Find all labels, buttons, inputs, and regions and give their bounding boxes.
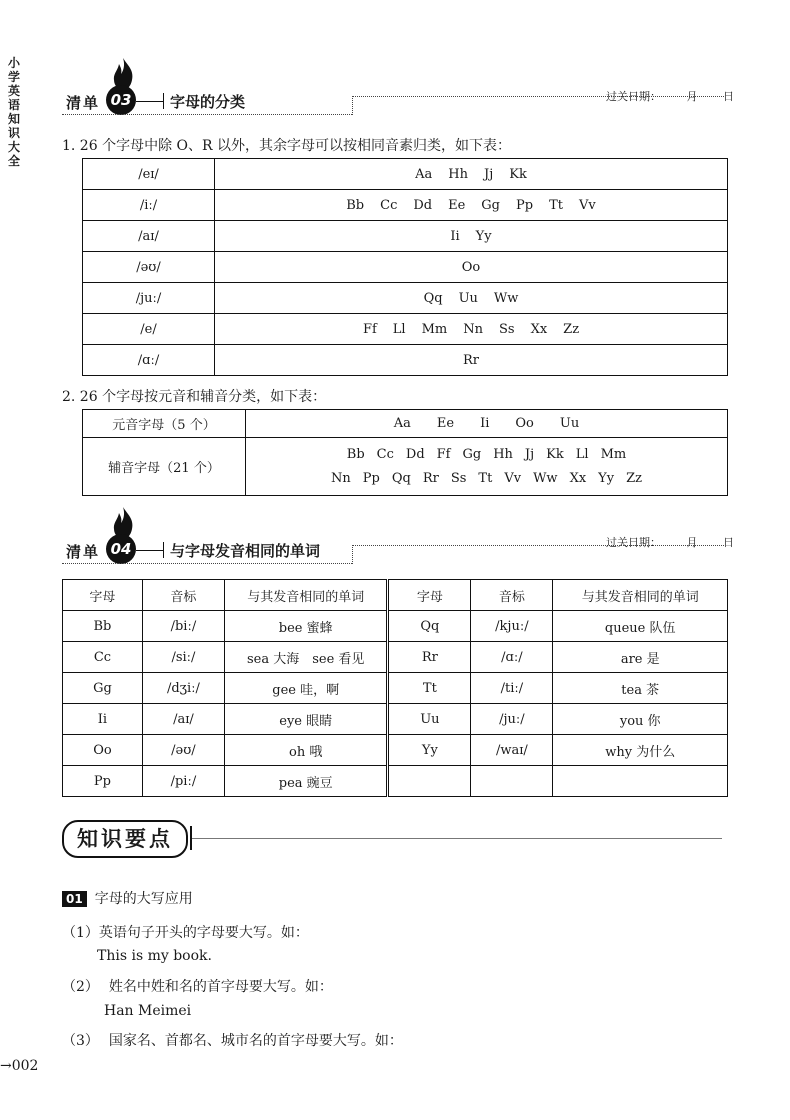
cell-letter: Cc (63, 642, 143, 673)
letter-group (215, 345, 728, 376)
cell-phonetic: /aɪ/ (142, 704, 224, 735)
column-header: 音标 (142, 580, 224, 611)
cell-letter (388, 766, 471, 797)
cell-homophone-word: you 你 (553, 704, 728, 735)
letter: Oo (461, 259, 481, 275)
consonant-letter: Xx (569, 470, 587, 486)
letter: Pp (516, 197, 534, 213)
letter: Uu (458, 290, 478, 306)
cell-phonetic: /kjuː/ (471, 611, 553, 642)
page-number: →002 (0, 1058, 39, 1074)
intro-paragraph-1: 1. 26 个字母中除 O、R 以外，其余字母可以按相同音素归类，如下表： (62, 138, 511, 154)
phonetic-symbol: /e/ (83, 314, 215, 345)
table-row (83, 190, 728, 221)
consonant-letter: Kk (546, 446, 564, 462)
cell-homophone-word: gee 哇，啊 (224, 673, 387, 704)
day-label: 日 (723, 90, 734, 103)
letter: Yy (475, 228, 492, 244)
cell-phonetic: /siː/ (142, 642, 224, 673)
phonetic-symbol: /ɑː/ (83, 345, 215, 376)
pass-date (606, 534, 734, 550)
list-item (62, 976, 333, 996)
letter: Ee (448, 197, 466, 213)
item-text: 国家名、首都名、城市名的首字母要大写。如： (108, 1033, 403, 1049)
letter-group (215, 190, 728, 221)
vowel-label: 元音字母（5 个） (83, 410, 246, 438)
letter: Hh (448, 166, 468, 182)
knowledge-points-header (62, 820, 722, 856)
cell-homophone-word: queue 队伍 (553, 611, 728, 642)
cell-letter: Pp (63, 766, 143, 797)
letter: Mm (421, 321, 448, 337)
vowel-consonant-table (82, 409, 728, 496)
item-label: （3） (62, 1033, 99, 1049)
letter: Gg (481, 197, 501, 213)
cell-letter: Bb (63, 611, 143, 642)
letter-group (215, 283, 728, 314)
cell-letter: Rr (388, 642, 471, 673)
consonant-letter: Yy (598, 470, 615, 486)
table-row (63, 766, 728, 797)
consonant-letter: Vv (504, 470, 522, 486)
section-number-badge: 03 (106, 85, 136, 115)
cell-phonetic: /biː/ (142, 611, 224, 642)
cell-letter: Ii (63, 704, 143, 735)
section-number-badge: 04 (106, 534, 136, 564)
consonant-letter: Nn (331, 470, 351, 486)
letter: Xx (530, 321, 548, 337)
consonant-letter: Ss (450, 470, 467, 486)
vowel-letters (246, 410, 728, 438)
column-header: 与其发音相同的单词 (553, 580, 728, 611)
item-example: This is my book. (97, 948, 212, 964)
item-text: 姓名中姓和名的首字母要大写。如： (108, 979, 333, 995)
table-row (63, 735, 728, 766)
cell-letter: Yy (388, 735, 471, 766)
cell-phonetic: /waɪ/ (471, 735, 553, 766)
phonetic-symbol: /əʊ/ (83, 252, 215, 283)
letter: Ss (498, 321, 515, 337)
consonant-letter: Gg (462, 446, 482, 462)
column-header: 字母 (388, 580, 471, 611)
table-row (83, 159, 728, 190)
vowel-letter: Ee (436, 416, 455, 431)
cell-letter: Qq (388, 611, 471, 642)
letter-group (215, 252, 728, 283)
cell-phonetic: /juː/ (471, 704, 553, 735)
cell-homophone-word: bee 蜜蜂 (224, 611, 387, 642)
section-title: 与字母发音相同的单词 (170, 542, 321, 560)
letter: Dd (413, 197, 433, 213)
cell-letter: Uu (388, 704, 471, 735)
knowledge-points-title: 知识要点 (62, 820, 188, 858)
vowel-letter: Aa (393, 416, 411, 431)
phonetic-symbol: /aɪ/ (83, 221, 215, 252)
phonetic-symbol: /iː/ (83, 190, 215, 221)
consonant-letters (246, 438, 728, 496)
letter: Vv (579, 197, 596, 213)
cell-homophone-word: tea 茶 (553, 673, 728, 704)
section-label: 清单 (66, 94, 101, 112)
month-label: 月 (686, 90, 698, 103)
consonant-letter: Hh (493, 446, 513, 462)
phonetic-symbol: /eɪ/ (83, 159, 215, 190)
consonant-letter: Ww (533, 470, 558, 486)
table-row (83, 252, 728, 283)
cell-phonetic: /tiː/ (471, 673, 553, 704)
letter: Ll (392, 321, 406, 337)
consonant-letter: Rr (422, 470, 439, 486)
phonetic-symbol: /juː/ (83, 283, 215, 314)
letter: Kk (509, 166, 527, 182)
cell-homophone-word: why 为什么 (553, 735, 728, 766)
letter: Qq (423, 290, 443, 306)
point-number: 01 (62, 891, 87, 907)
table-row (63, 642, 728, 673)
table-row (63, 611, 728, 642)
letter: Jj (484, 166, 494, 182)
cell-phonetic: /ɑː/ (471, 642, 553, 673)
consonant-letter: Pp (362, 470, 380, 486)
consonant-letter: Cc (376, 446, 394, 462)
table-row (83, 283, 728, 314)
consonant-letter: Zz (626, 470, 642, 486)
item-example: Han Meimei (104, 1003, 192, 1019)
item-label: （1） (62, 925, 99, 941)
consonant-letter: Bb (346, 446, 365, 462)
consonant-letter: Dd (405, 446, 425, 462)
item-label: （2） (62, 979, 99, 995)
intro-paragraph-2: 2. 26 个字母按元音和辅音分类，如下表： (62, 389, 327, 405)
section-title: 字母的分类 (170, 93, 246, 111)
vowel-letter: Oo (515, 416, 534, 431)
letter-homophone-table (62, 579, 728, 797)
table-row (83, 221, 728, 252)
list-item (62, 1030, 403, 1050)
page-number-value: 002 (11, 1058, 39, 1074)
cell-letter: Tt (388, 673, 471, 704)
cell-homophone-word: sea 大海 see 看见 (224, 642, 387, 673)
list-item (62, 922, 309, 942)
letter-group (215, 221, 728, 252)
cell-homophone-word: oh 哦 (224, 735, 387, 766)
letter-group (215, 314, 728, 345)
pass-date (606, 88, 734, 104)
letter: Tt (549, 197, 563, 213)
consonant-letter: Jj (524, 446, 535, 462)
consonant-letter: Qq (391, 470, 411, 486)
letter-group (215, 159, 728, 190)
month-label: 月 (686, 536, 698, 549)
cell-phonetic (471, 766, 553, 797)
vowel-letter: Ii (480, 416, 490, 431)
cell-letter: Gg (63, 673, 143, 704)
date-label: 过关日期： (606, 90, 661, 103)
cell-phonetic: /dʒiː/ (142, 673, 224, 704)
table-row (83, 345, 728, 376)
sound-grouping-table (82, 158, 728, 376)
cell-homophone-word: eye 眼睛 (224, 704, 387, 735)
section-label: 清单 (66, 543, 101, 561)
cell-homophone-word: pea 豌豆 (224, 766, 387, 797)
item-text: 英语句子开头的字母要大写。如： (98, 925, 309, 941)
letter: Ww (493, 290, 519, 306)
letter: Rr (462, 352, 479, 368)
table-row (63, 673, 728, 704)
consonant-letter: Mm (600, 446, 627, 462)
point-01-heading (62, 888, 193, 908)
column-header: 音标 (471, 580, 553, 611)
point-title: 字母的大写应用 (94, 891, 193, 907)
column-header: 字母 (63, 580, 143, 611)
consonant-letter: Ll (575, 446, 589, 462)
table-row (83, 314, 728, 345)
cell-phonetic: /piː/ (142, 766, 224, 797)
letter: Bb (346, 197, 365, 213)
letter: Ii (450, 228, 460, 244)
cell-homophone-word (553, 766, 728, 797)
letter: Aa (415, 166, 433, 182)
consonant-letter: Ff (436, 446, 451, 462)
cell-letter: Oo (63, 735, 143, 766)
cell-phonetic: /əʊ/ (142, 735, 224, 766)
table-row (63, 704, 728, 735)
day-label: 日 (723, 536, 734, 549)
date-label: 过关日期： (606, 536, 661, 549)
letter: Cc (380, 197, 398, 213)
letter: Nn (463, 321, 483, 337)
book-title-vertical: 小学英语知识大全 (7, 56, 20, 168)
consonant-letter: Tt (478, 470, 493, 486)
letter: Zz (563, 321, 580, 337)
consonant-label: 辅音字母（21 个） (83, 438, 246, 496)
cell-homophone-word: are 是 (553, 642, 728, 673)
column-header: 与其发音相同的单词 (224, 580, 387, 611)
vowel-letter: Uu (559, 416, 580, 431)
letter: Ff (362, 321, 377, 337)
